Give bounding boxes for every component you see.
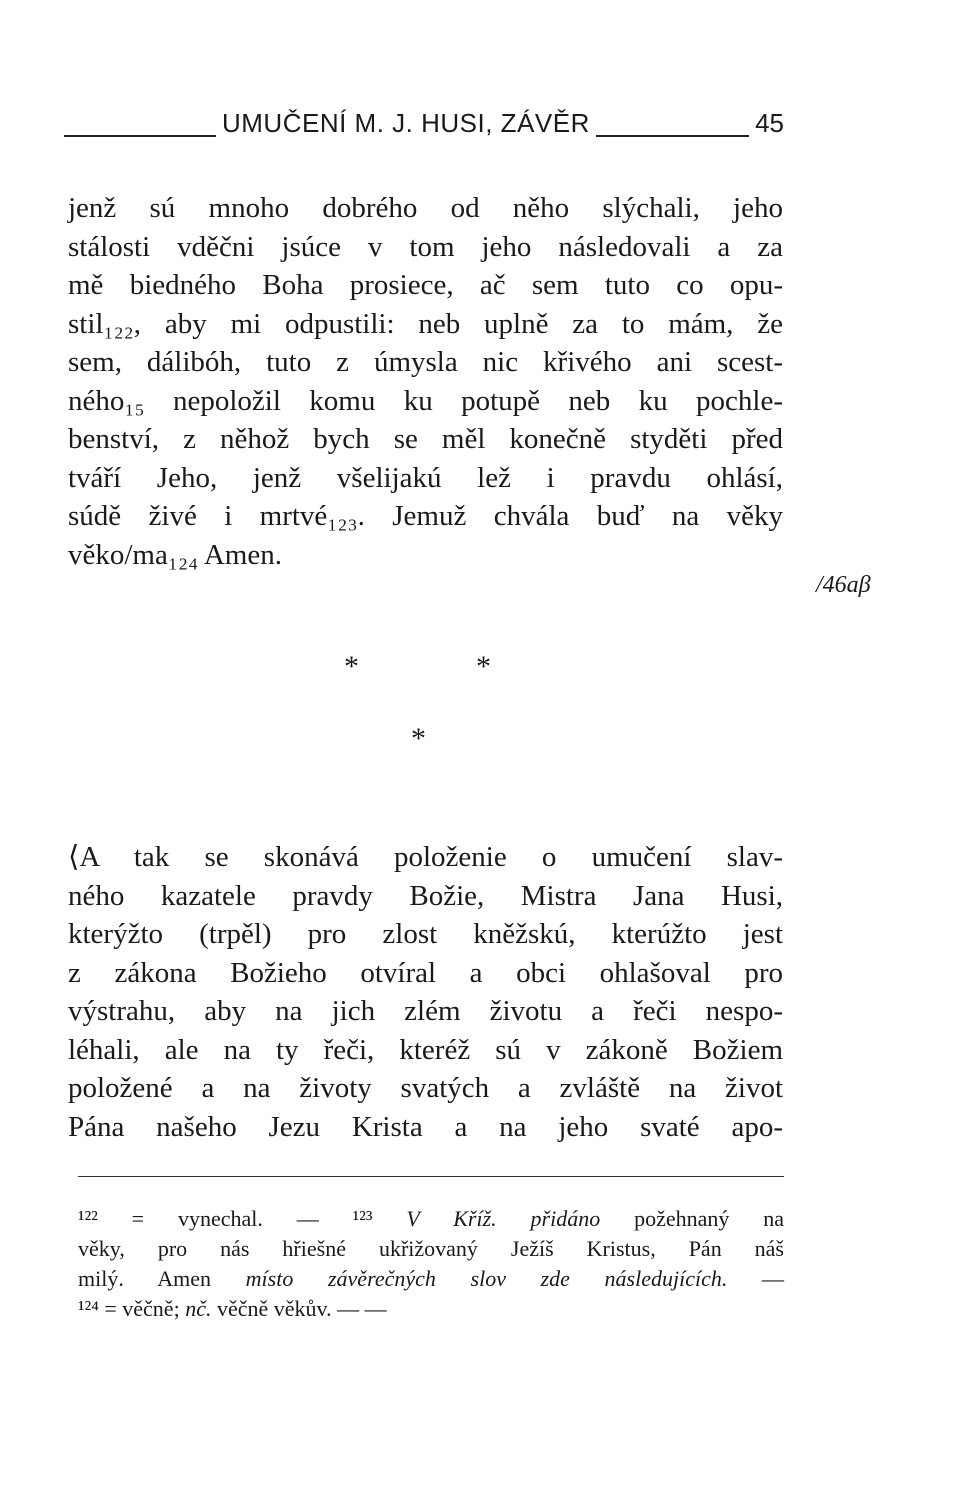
text-line: ného kazatele pravdy Božie, Mistra Jana Husi, [68,879,783,912]
text-line: ⟨A tak se skonává položenie o umučení slav- [68,841,783,873]
footnote-124-tail: věčně věkův. — — [216,1296,387,1321]
separator-star: * [476,650,491,683]
text-line: mě biedného Boha prosiece, ač sem tuto co opu- [68,269,783,301]
footnote-italic: místo závěrečných slov zde následujících. [245,1266,728,1291]
text-line: ného₁₅ nepoložil komu ku potupě neb ku pochle- [68,384,783,417]
footnote-line: věky, pro nás hřiešné ukřižovaný Ježíš Kristus, Pán náš [78,1236,784,1261]
paragraph-1 [68,189,783,574]
text-line: stil₁₂₂, aby mi odpustili: neb uplně za to mám, že [68,307,783,340]
text-line: jenž sú mnoho dobrého od něho slýchali, jeho [68,192,783,224]
text-line: benství, z něhož bych se měl konečně styděti před [68,423,783,455]
footnote-rule [78,1176,784,1177]
running-header [64,102,784,142]
separator-star: * [411,722,426,755]
text-line: léhali, ale na ty řeči, kteréž sú v zákoně Božiem [68,1033,783,1066]
footnote-line [78,1204,784,1234]
text-line: z zákona Božieho otvíral a obci ohlašoval pro [68,956,783,989]
text-line: kterýžto (trpěl) pro zlost kněžskú, kterúžto jest [68,918,783,950]
text-line: súdě živé i mrtvé₁₂₃. Jemuž chvála buď na věky [68,500,783,532]
paragraph-2 [68,838,783,1146]
separator-star: * [344,650,359,683]
footnote-text: milý. Amen [78,1266,212,1291]
footnote-124-italic: nč. [185,1296,212,1321]
page-number: 45 [749,108,784,139]
text-line: položené a na životy svatých a zvláště na život [68,1072,783,1104]
manuscript-folio-note: /46aβ [816,572,871,598]
footnote-122-text: ¹²² = vynechal. — ¹²³ [78,1206,373,1231]
footnotes [78,1204,784,1324]
footnote-124-text: ¹²⁴ = věčně; [78,1296,180,1321]
footnote-dash: — [762,1266,785,1291]
footnote-123-text: požehnaný na [634,1206,785,1231]
footnote-line [78,1264,784,1294]
text-line: Pána našeho Jezu Krista a na jeho svaté apo- [68,1110,783,1143]
text-line: sem, dálibóh, tuto z úmysla nic křivého ani scest- [68,346,783,378]
running-title: UMUČENÍ M. J. HUSI, ZÁVĚR [216,108,596,139]
text-line: stálosti vděčni jsúce v tom jeho následovali a za [68,230,783,263]
footnote-line [78,1294,784,1324]
text-line: věko/ma₁₂₄ Amen. [68,538,282,571]
footnote-123-italic: V Kříž. přidáno [406,1206,601,1231]
text-line: výstrahu, aby na jich zlém životu a řeči nespo- [68,995,783,1027]
text-line: tváří Jeho, jenž všelijakú lež i pravdu ohlásí, [68,461,783,494]
